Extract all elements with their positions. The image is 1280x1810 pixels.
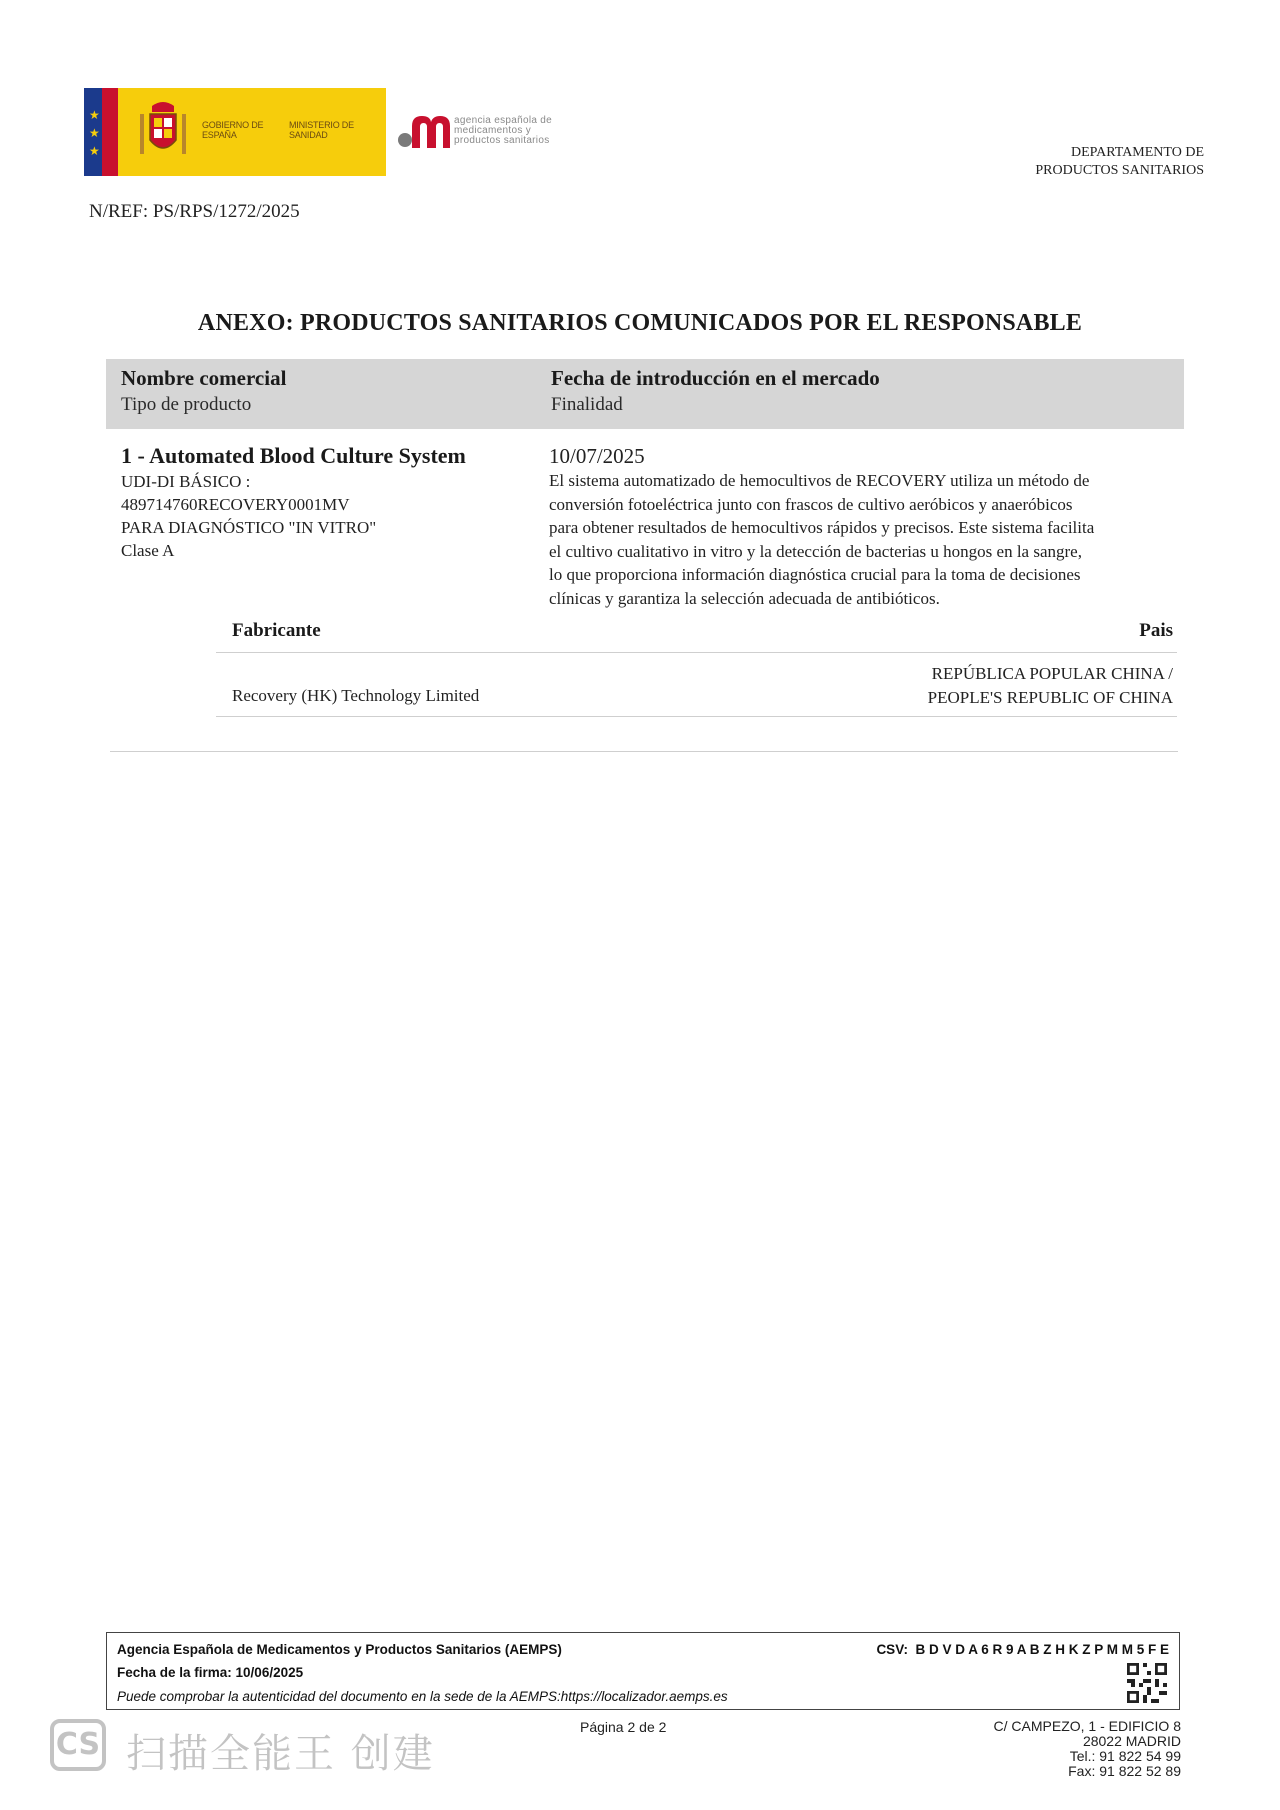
- qr-code-icon: [1127, 1663, 1167, 1703]
- department-line: DEPARTAMENTO DE: [1071, 145, 1204, 160]
- page-number: Página 2 de 2: [580, 1719, 667, 1735]
- aemps-logo-text: [454, 116, 594, 146]
- description-line: El sistema automatizado de hemocultivos de RECOVERY utiliza un método de: [549, 471, 1090, 490]
- csv-label: CSV:: [876, 1642, 908, 1657]
- product-detail-line: 489714760RECOVERY0001MV: [121, 495, 350, 514]
- gobierno-text: GOBIERNO DE ESPAÑA: [202, 120, 264, 140]
- footer-agency: Agencia Española de Medicamentos y Productos Sanitarios (AEMPS): [117, 1642, 562, 1657]
- camscanner-watermark-text: 扫描全能王 创建: [126, 1731, 435, 1777]
- star-icon: ★: [89, 108, 100, 122]
- address-line: Fax: 91 822 52 89: [1068, 1763, 1181, 1779]
- address-line: C/ CAMPEZO, 1 - EDIFICIO 8: [993, 1718, 1181, 1734]
- aemps-logo-icon: [398, 112, 450, 152]
- footer-signature-date: Fecha de la firma: 10/06/2025: [117, 1665, 304, 1680]
- csv-code: [876, 1642, 1169, 1657]
- description-line: el cultivo cualitativo in vitro y la detección de bacterias u hongos en la sangre,: [549, 541, 1082, 561]
- document-title: ANEXO: PRODUCTOS SANITARIOS COMUNICADOS POR EL RESPONSABLE: [197, 310, 1083, 336]
- manufacturer-country: [928, 662, 1173, 710]
- col-finalidad: Finalidad: [551, 394, 623, 415]
- address-line: Tel.: 91 822 54 99: [1069, 1748, 1181, 1764]
- product-details: [121, 470, 376, 562]
- description-line: para obtener resultados de hemocultivos rápidos y precisos. Este sistema facilita: [549, 518, 1095, 537]
- col-nombre-comercial: Nombre comercial: [121, 366, 287, 390]
- footer-verify-text: Puede comprobar la autenticidad del documento en la sede de la AEMPS:https://localizador.aemps.es: [117, 1689, 728, 1704]
- product-date: 10/07/2025: [549, 444, 645, 468]
- aemps-text-line: productos sanitarios: [454, 135, 550, 146]
- country-line: REPÚBLICA POPULAR CHINA /: [931, 664, 1173, 683]
- camscanner-logo: CS: [50, 1719, 106, 1771]
- ministerio-text: MINISTERIO DE SANIDAD: [289, 120, 354, 140]
- country-line: PEOPLE'S REPUBLIC OF CHINA: [927, 688, 1173, 707]
- csv-value: B D V D A 6 R 9 A B Z H K Z P M M 5 F E: [915, 1642, 1169, 1657]
- fabricante-header: Fabricante: [232, 620, 321, 641]
- coat-of-arms-icon: [134, 100, 192, 162]
- address-line: 28022 MADRID: [1082, 1733, 1181, 1749]
- divider: [216, 716, 1177, 717]
- description-line: conversión fotoeléctrica junto con frascos de cultivo aeróbicos y anaeróbicos: [549, 494, 1073, 514]
- divider: [110, 751, 1178, 752]
- star-icon: ★: [89, 144, 100, 158]
- col-tipo-producto: Tipo de producto: [121, 394, 252, 415]
- department-line: PRODUCTOS SANITARIOS: [1035, 163, 1204, 178]
- product-detail-line: Clase A: [121, 541, 175, 560]
- star-icon: ★: [89, 126, 100, 140]
- signature-box: [106, 1632, 1180, 1710]
- manufacturer-name: Recovery (HK) Technology Limited: [232, 686, 480, 705]
- aemps-text-line: agencia española de: [454, 115, 552, 126]
- reference-number: N/REF: PS/RPS/1272/2025: [89, 201, 300, 222]
- product-description: [549, 469, 1189, 610]
- product-detail-line: PARA DIAGNÓSTICO "IN VITRO": [121, 518, 377, 537]
- col-fecha-introduccion: Fecha de introducción en el mercado: [551, 366, 880, 390]
- divider: [216, 652, 1177, 653]
- aemps-text-line: medicamentos y: [454, 125, 532, 136]
- department-label: [1035, 144, 1204, 180]
- product-name: 1 - Automated Blood Culture System: [121, 443, 466, 468]
- description-line: clínicas y garantiza la selección adecuada de antibióticos.: [549, 588, 940, 608]
- product-detail-line: UDI-DI BÁSICO :: [121, 472, 251, 491]
- agency-address: [994, 1719, 1181, 1779]
- description-line: lo que proporciona información diagnóstica crucial para la toma de decisiones: [549, 565, 1081, 584]
- pais-header: Pais: [1139, 620, 1173, 641]
